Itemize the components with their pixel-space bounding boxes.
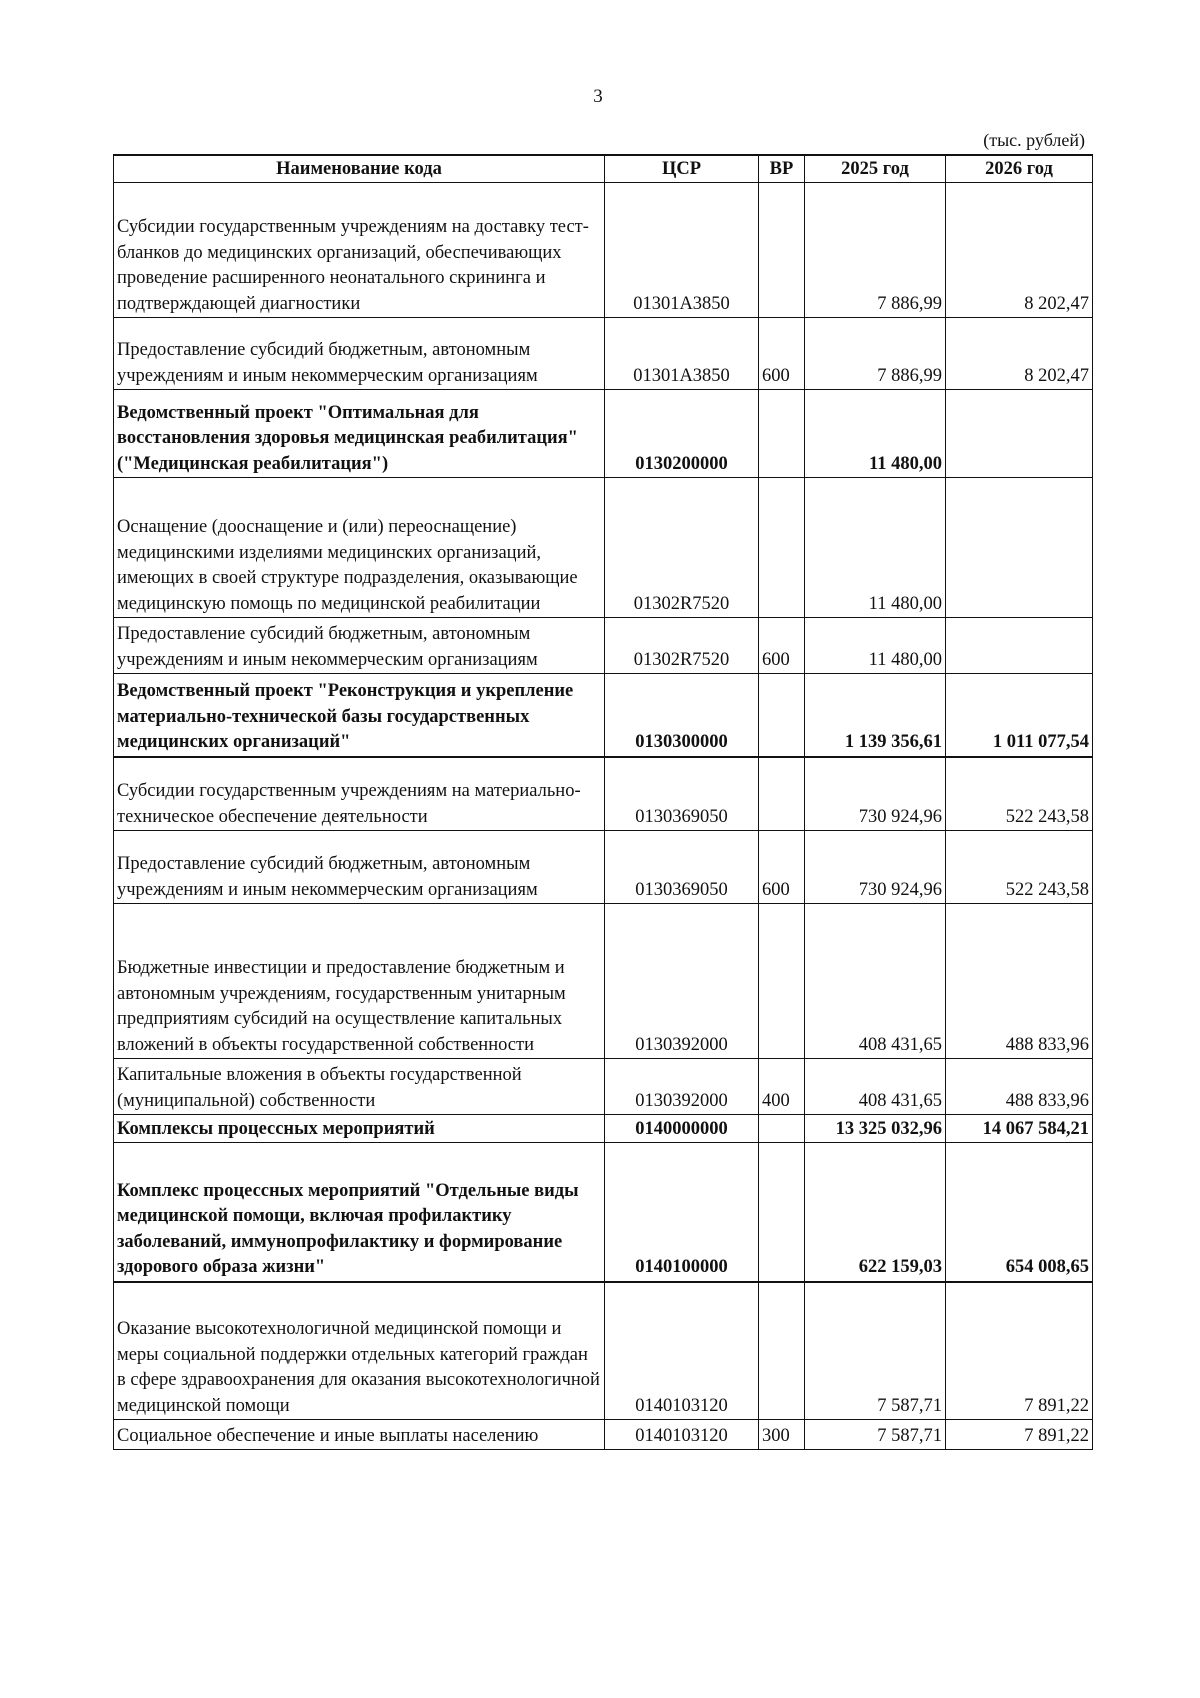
row-name: Комплекс процессных мероприятий "Отдельные виды медицинской помощи, включая профилактику заболеваний, иммунопрофилактику и формирование здорового образа жизни" (114, 1143, 605, 1282)
row-name: Субсидии государственным учреждениям на доставку тест-бланков до медицинских организаций, обеспечивающих проведение расширенного неонатального скрининга и подтверждающей диагностики (114, 183, 605, 318)
row-vr (759, 1282, 805, 1420)
row-2026: 522 243,58 (946, 757, 1093, 831)
row-name: Капитальные вложения в объекты государственной (муниципальной) собственности (114, 1059, 605, 1115)
row-name: Субсидии государственным учреждениям на материально-техническое обеспечение деятельности (114, 757, 605, 831)
header-vr: ВР (759, 155, 805, 183)
row-name: Предоставление субсидий бюджетным, автономным учреждениям и иным некоммерческим организациям (114, 618, 605, 674)
row-2026 (946, 618, 1093, 674)
table-row (114, 1115, 1093, 1143)
row-2025: 7 587,71 (805, 1282, 946, 1420)
row-2026: 522 243,58 (946, 831, 1093, 904)
row-csr: 0140103120 (605, 1420, 759, 1450)
row-2025: 730 924,96 (805, 757, 946, 831)
row-vr (759, 478, 805, 618)
row-csr: 0130392000 (605, 904, 759, 1059)
row-csr: 01302R7520 (605, 478, 759, 618)
row-2025: 13 325 032,96 (805, 1115, 946, 1143)
row-csr: 0140100000 (605, 1143, 759, 1282)
row-vr (759, 904, 805, 1059)
table-row (114, 1420, 1093, 1450)
row-name: Социальное обеспечение и иные выплаты населению (114, 1420, 605, 1450)
table-row (114, 674, 1093, 757)
table-header-row (114, 155, 1093, 183)
row-2026: 14 067 584,21 (946, 1115, 1093, 1143)
table-row (114, 478, 1093, 618)
row-2026: 1 011 077,54 (946, 674, 1093, 757)
row-csr: 0130369050 (605, 831, 759, 904)
row-csr: 01302R7520 (605, 618, 759, 674)
header-name: Наименование кода (114, 155, 605, 183)
table-row (114, 318, 1093, 390)
table-row (114, 757, 1093, 831)
row-2025: 7 886,99 (805, 183, 946, 318)
row-2026: 488 833,96 (946, 904, 1093, 1059)
row-vr: 300 (759, 1420, 805, 1450)
row-vr: 600 (759, 318, 805, 390)
row-csr: 0140103120 (605, 1282, 759, 1420)
row-2026: 654 008,65 (946, 1143, 1093, 1282)
row-vr (759, 1115, 805, 1143)
row-2026: 7 891,22 (946, 1420, 1093, 1450)
row-vr: 400 (759, 1059, 805, 1115)
row-name: Оснащение (дооснащение и (или) переоснащение) медицинскими изделиями медицинских организаций, имеющих в своей структуре подразделения, оказывающие медицинскую помощь по медицинской реабилитации (114, 478, 605, 618)
row-csr: 01301А3850 (605, 183, 759, 318)
row-csr: 0130369050 (605, 757, 759, 831)
header-2026: 2026 год (946, 155, 1093, 183)
row-name: Ведомственный проект "Оптимальная для восстановления здоровья медицинская реабилитация" ("Медицинская реабилитация") (114, 390, 605, 478)
row-2025: 11 480,00 (805, 390, 946, 478)
header-2025: 2025 год (805, 155, 946, 183)
units-label: (тыс. рублей) (983, 130, 1085, 150)
row-csr: 01301А3850 (605, 318, 759, 390)
row-name: Ведомственный проект "Реконструкция и укрепление материально-технической базы государственных медицинских организаций" (114, 674, 605, 757)
row-2026: 8 202,47 (946, 183, 1093, 318)
header-csr: ЦСР (605, 155, 759, 183)
row-name: Оказание высокотехнологичной медицинской помощи и меры социальной поддержки отдельных категорий граждан в сфере здравоохранения для оказания высокотехнологичной медицинской помощи (114, 1282, 605, 1420)
row-name: Комплексы процессных мероприятий (114, 1115, 605, 1143)
row-2026: 8 202,47 (946, 318, 1093, 390)
row-vr: 600 (759, 618, 805, 674)
row-csr: 0140000000 (605, 1115, 759, 1143)
row-name: Предоставление субсидий бюджетным, автономным учреждениям и иным некоммерческим организациям (114, 318, 605, 390)
table-row (114, 831, 1093, 904)
table-row (114, 618, 1093, 674)
budget-table (113, 154, 1093, 1450)
row-vr (759, 757, 805, 831)
row-2025: 7 587,71 (805, 1420, 946, 1450)
page-number: 3 (593, 86, 603, 107)
table-row (114, 1059, 1093, 1115)
row-vr: 600 (759, 831, 805, 904)
row-2025: 7 886,99 (805, 318, 946, 390)
row-name: Бюджетные инвестиции и предоставление бюджетным и автономным учреждениям, государственным унитарным предприятиям субсидий на осуществление капитальных вложений в объекты государственной собственности (114, 904, 605, 1059)
table-row (114, 183, 1093, 318)
row-2025: 11 480,00 (805, 618, 946, 674)
row-vr (759, 674, 805, 757)
row-csr: 0130200000 (605, 390, 759, 478)
table-row (114, 390, 1093, 478)
row-2025: 730 924,96 (805, 831, 946, 904)
row-2026 (946, 478, 1093, 618)
table-row (114, 904, 1093, 1059)
row-2025: 11 480,00 (805, 478, 946, 618)
row-2026: 7 891,22 (946, 1282, 1093, 1420)
row-name: Предоставление субсидий бюджетным, автономным учреждениям и иным некоммерческим организациям (114, 831, 605, 904)
table-row (114, 1282, 1093, 1420)
row-2025: 408 431,65 (805, 904, 946, 1059)
row-2025: 1 139 356,61 (805, 674, 946, 757)
row-2025: 622 159,03 (805, 1143, 946, 1282)
row-vr (759, 390, 805, 478)
table-row (114, 1143, 1093, 1282)
row-csr: 0130300000 (605, 674, 759, 757)
row-2026 (946, 390, 1093, 478)
row-vr (759, 183, 805, 318)
row-2026: 488 833,96 (946, 1059, 1093, 1115)
row-2025: 408 431,65 (805, 1059, 946, 1115)
row-vr (759, 1143, 805, 1282)
row-csr: 0130392000 (605, 1059, 759, 1115)
